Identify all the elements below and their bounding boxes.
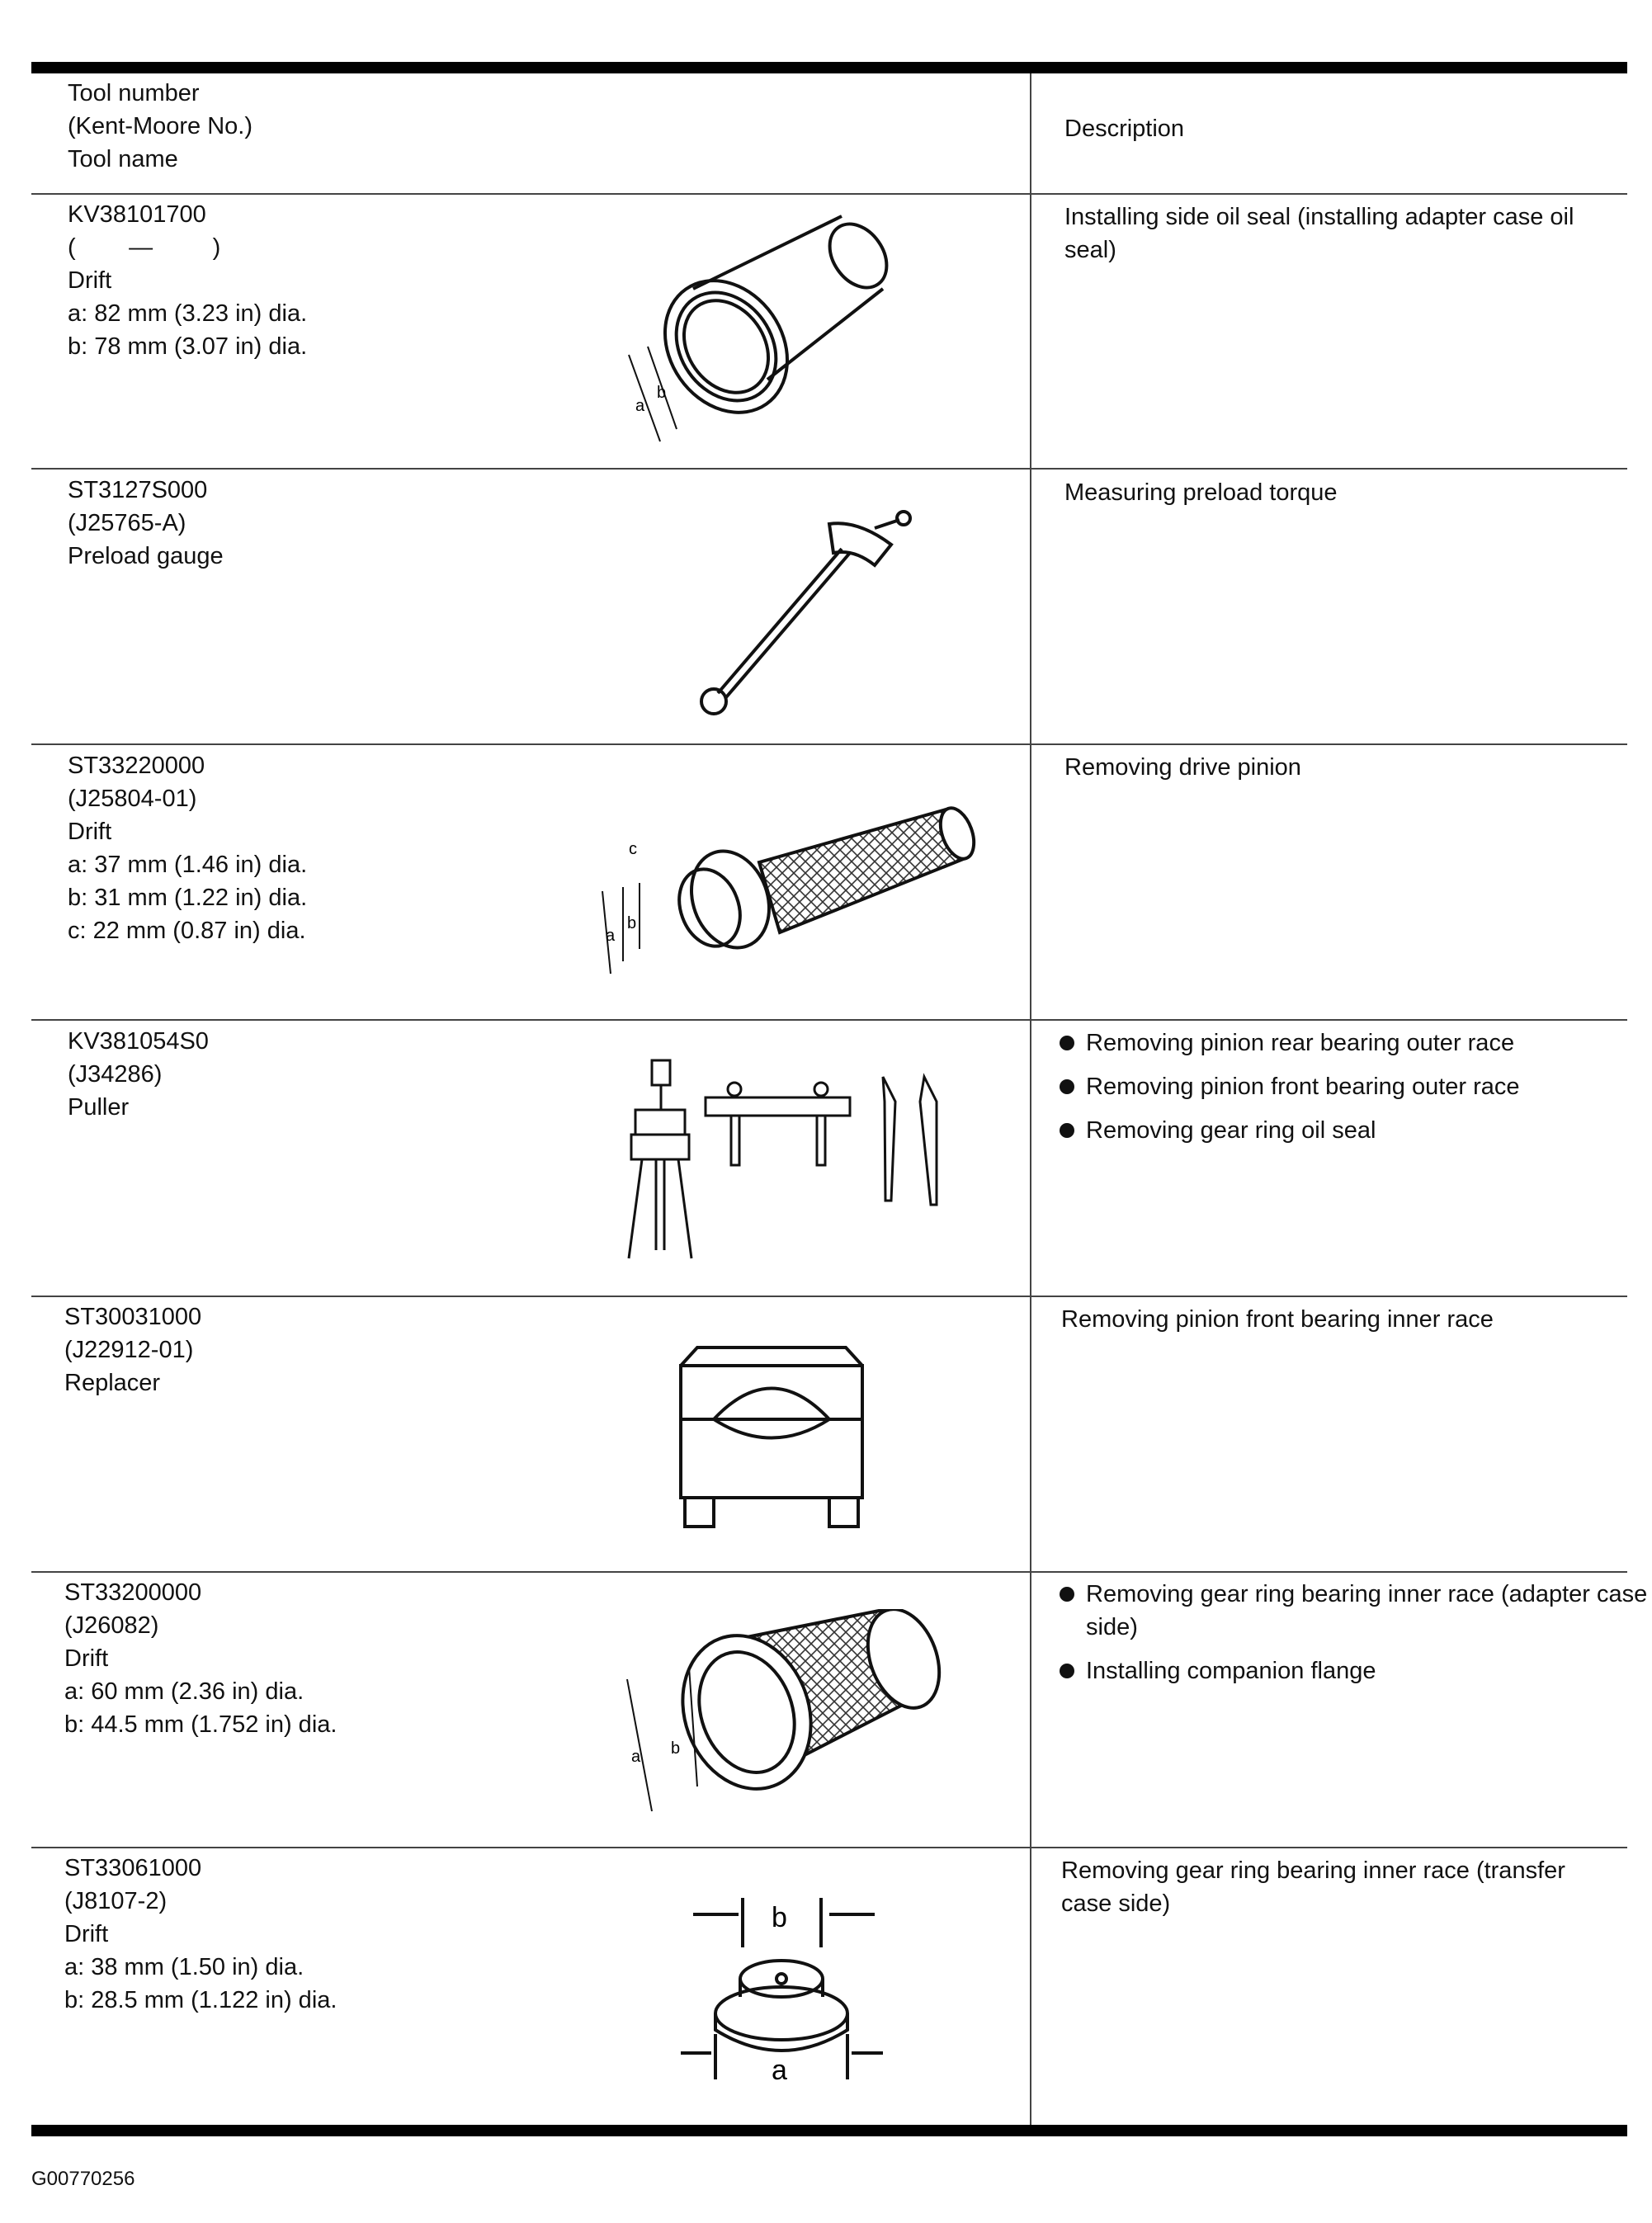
- bullet-icon: [1060, 1079, 1074, 1094]
- description-item: [1056, 1578, 1652, 1644]
- tool-description: Removing pinion front bearing inner race: [1061, 1306, 1494, 1333]
- row-divider: [31, 1019, 1627, 1021]
- tool-name: Puller: [68, 1094, 130, 1121]
- tool-info: [68, 198, 307, 363]
- description-text: Removing pinion rear bearing outer race: [1086, 1030, 1515, 1056]
- tool-spec: b: 31 mm (1.22 in) dia.: [68, 885, 308, 911]
- kent-moore-number: (J22912-01): [64, 1337, 194, 1363]
- description-text: Removing pinion front bearing outer race: [1086, 1074, 1520, 1100]
- tool-number: ST33200000: [64, 1579, 202, 1606]
- dimension-label: b: [772, 1902, 787, 1933]
- bottom-rule: [31, 2125, 1627, 2136]
- dimension-label: b: [657, 384, 667, 402]
- dimension-label: a: [606, 927, 616, 945]
- header-divider: [31, 193, 1627, 195]
- tool-spec: b: 78 mm (3.07 in) dia.: [68, 333, 308, 360]
- dimension-label: a: [772, 2055, 787, 2086]
- tool-info: [68, 749, 307, 947]
- tool-info: [64, 1852, 337, 2017]
- tool-info: [68, 474, 224, 573]
- description-item: [1056, 1027, 1520, 1060]
- column-divider: [1030, 73, 1031, 2125]
- tool-info: [68, 1025, 209, 1124]
- tool-description: Measuring preload torque: [1064, 479, 1338, 506]
- tool-name: Drift: [68, 267, 112, 294]
- drift-illustration: [615, 1609, 945, 1824]
- row-divider: [31, 1296, 1627, 1297]
- tool-number: ST33061000: [64, 1855, 202, 1881]
- header-tool-line: Tool name: [68, 146, 178, 172]
- description-list: [1056, 1027, 1520, 1158]
- header-tool-column: [68, 77, 253, 176]
- drift-illustration: [611, 206, 924, 454]
- kent-moore-number: (J25804-01): [68, 786, 197, 812]
- header-description: Description: [1064, 116, 1185, 142]
- row-divider: [31, 468, 1627, 470]
- dimension-label: a: [631, 1748, 641, 1766]
- row-divider: [31, 1847, 1627, 1848]
- row-divider: [31, 743, 1627, 745]
- kent-moore-number: ( — ): [68, 234, 221, 261]
- tool-name: Drift: [64, 1921, 109, 1947]
- tool-name: Drift: [68, 819, 112, 845]
- tool-spec: b: 44.5 mm (1.752 in) dia.: [64, 1711, 337, 1738]
- tool-spec: a: 37 mm (1.46 in) dia.: [68, 852, 308, 878]
- tool-name: Drift: [64, 1645, 109, 1672]
- tool-spec: a: 38 mm (1.50 in) dia.: [64, 1954, 304, 1980]
- bullet-icon: [1060, 1664, 1074, 1678]
- preload-gauge-illustration: [652, 503, 932, 734]
- row-divider: [31, 1571, 1627, 1573]
- dimension-label: c: [629, 840, 637, 858]
- description-item: [1056, 1654, 1652, 1687]
- header-tool-line: Tool number: [68, 80, 200, 106]
- tool-description: Removing gear ring bearing inner race (transfer case side): [1061, 1857, 1565, 1917]
- dimension-label: b: [627, 914, 637, 932]
- description-item: [1056, 1114, 1520, 1147]
- replacer-illustration: [673, 1341, 879, 1547]
- drift-illustration: [677, 1890, 899, 2088]
- tool-name: Replacer: [64, 1370, 161, 1396]
- kent-moore-number: (J25765-A): [68, 510, 186, 536]
- description-list: [1056, 1578, 1652, 1698]
- tool-number: ST33220000: [68, 753, 205, 779]
- kent-moore-number: (J8107-2): [64, 1888, 168, 1914]
- dimension-label: b: [671, 1739, 681, 1758]
- tool-name: Preload gauge: [68, 543, 224, 569]
- description-text: Removing gear ring oil seal: [1086, 1117, 1376, 1144]
- drift-illustration: [586, 792, 982, 990]
- description-text: Installing companion flange: [1086, 1658, 1376, 1684]
- dimension-label: a: [635, 397, 645, 415]
- tool-description: Removing drive pinion: [1064, 754, 1301, 781]
- tool-number: ST3127S000: [68, 477, 208, 503]
- bullet-icon: [1060, 1587, 1074, 1602]
- tool-spec: c: 22 mm (0.87 in) dia.: [68, 918, 306, 944]
- description-text: Removing gear ring bearing inner race (adapter case side): [1086, 1581, 1648, 1640]
- tool-info: [64, 1576, 337, 1741]
- bullet-icon: [1060, 1123, 1074, 1138]
- puller-illustration: [611, 1052, 974, 1291]
- tool-number: KV38101700: [68, 201, 206, 228]
- tool-spec: a: 82 mm (3.23 in) dia.: [68, 300, 308, 327]
- tool-info: [64, 1300, 201, 1399]
- figure-code: G00770256: [31, 2168, 135, 2190]
- description-item: [1056, 1070, 1520, 1103]
- bullet-icon: [1060, 1036, 1074, 1050]
- tool-spec: a: 60 mm (2.36 in) dia.: [64, 1678, 304, 1705]
- tool-number: ST30031000: [64, 1304, 202, 1330]
- top-rule: [31, 62, 1627, 73]
- kent-moore-number: (J26082): [64, 1612, 159, 1639]
- kent-moore-number: (J34286): [68, 1061, 163, 1088]
- header-tool-line: (Kent-Moore No.): [68, 113, 253, 139]
- tool-description: Installing side oil seal (installing adapter case oil seal): [1064, 204, 1574, 263]
- tool-spec: b: 28.5 mm (1.122 in) dia.: [64, 1987, 337, 2013]
- tool-number: KV381054S0: [68, 1028, 209, 1055]
